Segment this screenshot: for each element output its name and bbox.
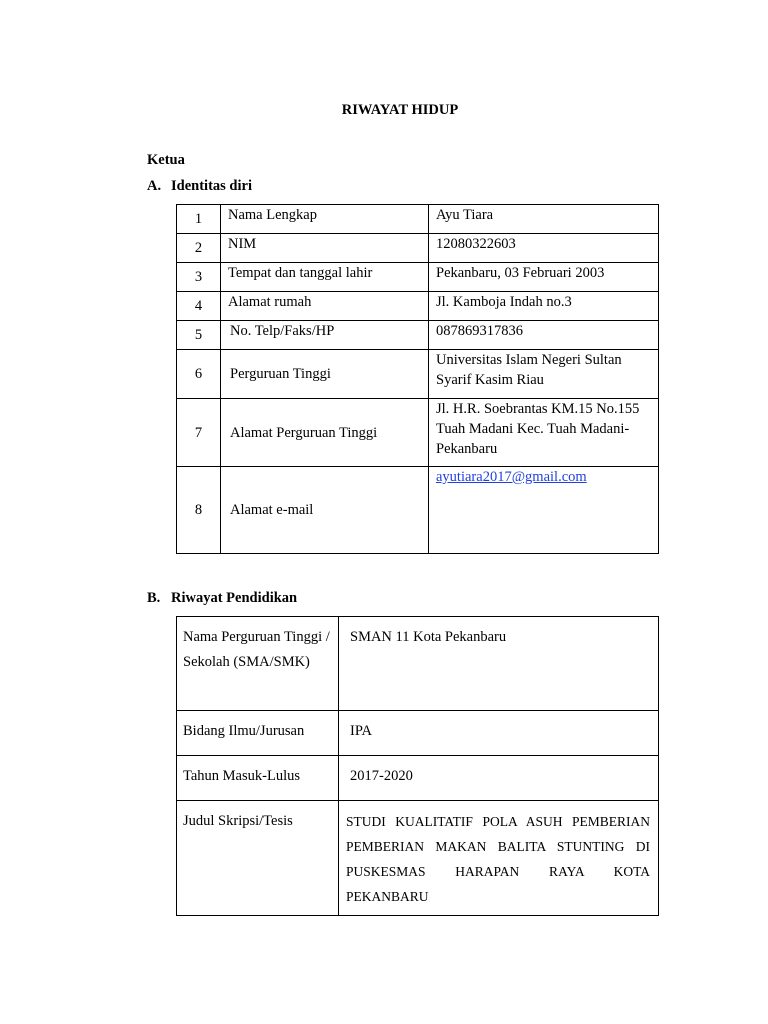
row-number: 1 [177, 205, 221, 234]
row-label: Bidang Ilmu/Jurusan [177, 711, 339, 756]
section-b-title: Riwayat Pendidikan [171, 590, 298, 606]
table-row [177, 234, 659, 263]
row-value: 12080322603 [429, 234, 659, 263]
row-label: Nama Lengkap [221, 205, 429, 234]
row-value: Universitas Islam Negeri Sultan Syarif Kasim Riau [429, 350, 659, 399]
table-row [177, 467, 659, 554]
document-title: RIWAYAT HIDUP [341, 102, 459, 118]
table-row [177, 205, 659, 234]
section-a-title: Identitas diri [171, 178, 252, 194]
table-row [177, 617, 659, 711]
row-label: NIM [221, 234, 429, 263]
row-value: SMAN 11 Kota Pekanbaru [339, 617, 659, 711]
thesis-title: STUDI KUALITATIF POLA ASUH PEMBERIAN PEMBERIAN MAKAN BALITA STUNTING DI PUSKESMAS HARAPAN RAYA KOTA PEKANBARU [339, 801, 659, 916]
row-value-cell [429, 467, 659, 554]
email-link[interactable]: ayutiara2017@gmail.com [436, 469, 587, 485]
row-value: IPA [339, 711, 659, 756]
role-heading: Ketua [147, 152, 185, 168]
row-label: Perguruan Tinggi [221, 350, 429, 399]
row-number: 7 [177, 399, 221, 467]
row-value: Ayu Tiara [429, 205, 659, 234]
table-row [177, 263, 659, 292]
row-number: 2 [177, 234, 221, 263]
row-number: 5 [177, 321, 221, 350]
row-label: Alamat Perguruan Tinggi [221, 399, 429, 467]
table-row [177, 711, 659, 756]
row-value: Pekanbaru, 03 Februari 2003 [429, 263, 659, 292]
row-number: 6 [177, 350, 221, 399]
row-number: 3 [177, 263, 221, 292]
row-label: Nama Perguruan Tinggi / Sekolah (SMA/SMK) [177, 617, 339, 711]
row-label: Alamat rumah [221, 292, 429, 321]
row-value: Jl. Kamboja Indah no.3 [429, 292, 659, 321]
row-label: Alamat e-mail [221, 467, 429, 554]
row-label: Tahun Masuk-Lulus [177, 756, 339, 801]
row-number: 8 [177, 467, 221, 554]
table-row [177, 801, 659, 916]
table-row [177, 350, 659, 399]
section-a-letter: A. [147, 178, 162, 194]
section-b-letter: B. [147, 590, 161, 606]
section-b-heading [147, 590, 297, 607]
row-value: Jl. H.R. Soebrantas KM.15 No.155 Tuah Madani Kec. Tuah Madani-Pekanbaru [429, 399, 659, 467]
table-row [177, 321, 659, 350]
row-number: 4 [177, 292, 221, 321]
table-row [177, 399, 659, 467]
section-a-heading [147, 178, 252, 195]
row-label: Tempat dan tanggal lahir [221, 263, 429, 292]
row-value: 087869317836 [429, 321, 659, 350]
row-label: No. Telp/Faks/HP [221, 321, 429, 350]
table-row [177, 756, 659, 801]
row-value: 2017-2020 [339, 756, 659, 801]
table-row [177, 292, 659, 321]
identitas-table [176, 204, 659, 554]
pendidikan-table [176, 616, 659, 916]
row-label: Judul Skripsi/Tesis [177, 801, 339, 916]
